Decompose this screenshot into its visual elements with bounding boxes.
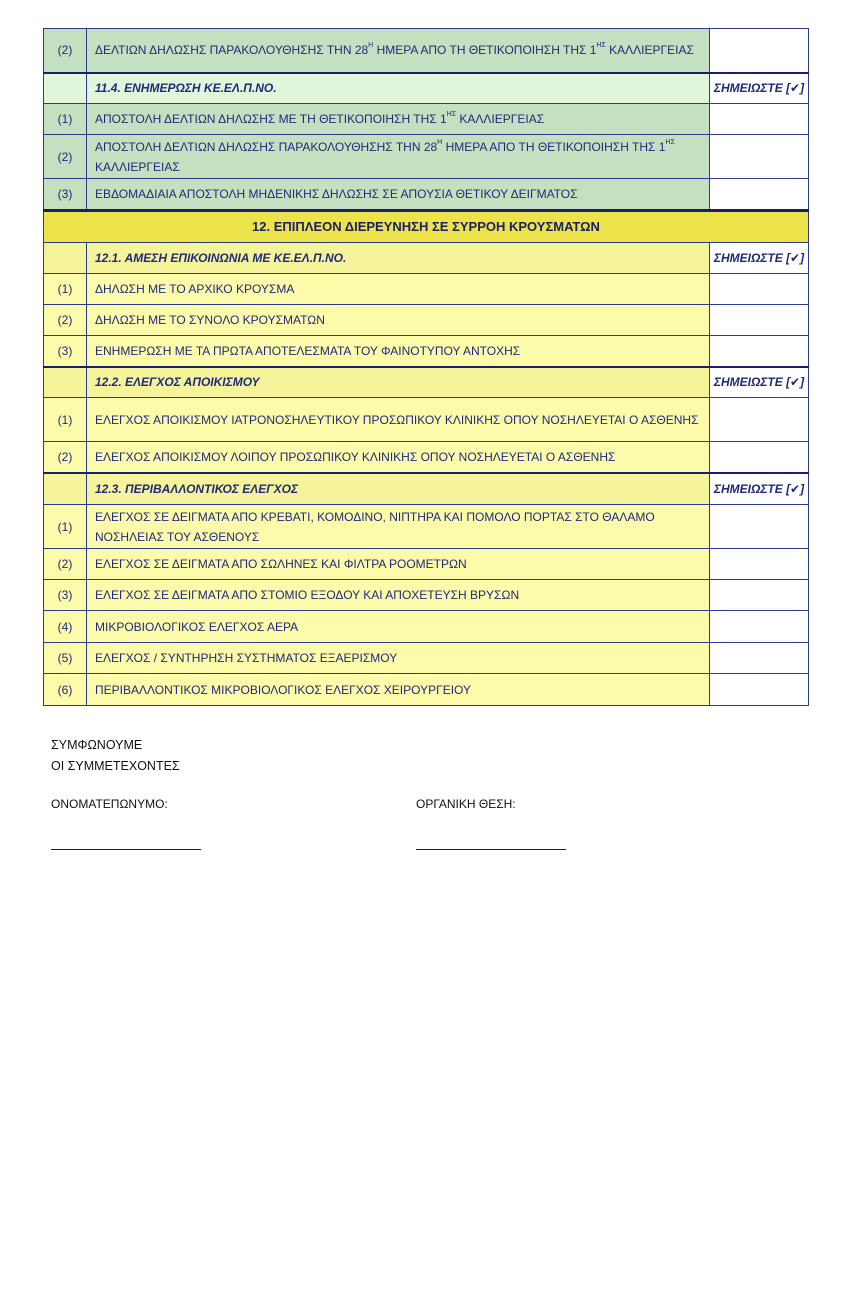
table-row (44, 398, 809, 442)
item-text: ΕΛΕΓΧΟΣ ΑΠΟΙΚΙΣΜΟΥ ΙΑΤΡΟΝΟΣΗΛΕΥΤΙΚΟΥ ΠΡΟΣΩΠΙΚΟΥ ΚΛΙΝΙΚΗΣ ΟΠΟΥ ΝΟΣΗΛΕΥΕΤΑΙ Ο ΑΣΘΕΝΗΣ (87, 398, 710, 442)
item-text: ΔΕΛΤΙΩΝ ΔΗΛΩΣΗΣ ΠΑΡΑΚΟΛΟΥΘΗΣΗΣ ΤΗΝ $28^H$ ΗΜΕΡΑ ΑΠΟ ΤΗ ΘΕΤΙΚΟΠΟΙΗΣΗ ΤΗΣ $1^{H\Sigma}$ ΚΑΛΛΙΕΡΓΕΙΑΣ (87, 29, 710, 73)
participants-heading: ΟΙ ΣΥΜΜΕΤΕΧΟΝΤΕΣ (51, 759, 180, 773)
checkbox-cell[interactable] (710, 305, 809, 336)
table-row (44, 549, 809, 580)
table-row (44, 305, 809, 336)
item-text: ΕΛΕΓΧΟΣ / ΣΥΝΤΗΡΗΣΗ ΣΥΣΤΗΜΑΤΟΣ ΕΞΑΕΡΙΣΜΟΥ (87, 643, 710, 674)
item-number: (2) (44, 135, 87, 179)
item-number: (2) (44, 29, 87, 73)
checkbox-cell[interactable] (710, 643, 809, 674)
item-text: ΕΛΕΓΧΟΣ ΣΕ ΔΕΙΓΜΑΤΑ ΑΠΟ ΚΡΕΒΑΤΙ, ΚΟΜΟΔΙΝΟ, ΝΙΠΤΗΡΑ ΚΑΙ ΠΟΜΟΛΟ ΠΟΡΤΑΣ ΣΤΟ ΘΑΛΑΜΟ ΝΟΣΗΛΕΙΑΣ ΤΟΥ ΑΣΘΕΝΟΥΣ (87, 505, 710, 549)
section-header (44, 211, 809, 243)
item-text: ΑΠΟΣΤΟΛΗ ΔΕΛΤΙΩΝ ΔΗΛΩΣΗΣ ΠΑΡΑΚΟΛΟΥΘΗΣΗΣ ΤΗΝ $28^H$ ΗΜΕΡΑ ΑΠΟ ΤΗ ΘΕΤΙΚΟΠΟΙΗΣΗ ΤΗΣ $1^{H\Sigma}$ ΚΑΛΛΙΕΡΓΕΙΑΣ (87, 135, 710, 179)
checkbox-cell[interactable] (710, 505, 809, 549)
subsection-header (44, 473, 809, 505)
checkbox-cell[interactable] (710, 336, 809, 367)
item-text: ΕΛΕΓΧΟΣ ΣΕ ΔΕΙΓΜΑΤΑ ΑΠΟ ΣΩΛΗΝΕΣ ΚΑΙ ΦΙΛΤΡΑ ΡΟΟΜΕΤΡΩΝ (87, 549, 710, 580)
table-row (44, 29, 809, 73)
mark-column-label: ΣΗΜΕΙΩΣΤΕ [✔] (710, 473, 809, 505)
item-text: ΕΒΔΟΜΑΔΙΑΙΑ ΑΠΟΣΤΟΛΗ ΜΗΔΕΝΙΚΗΣ ΔΗΛΩΣΗΣ ΣΕ ΑΠΟΥΣΙΑ ΘΕΤΙΚΟΥ ΔΕΙΓΜΑΤΟΣ (87, 179, 710, 211)
subsection-title: 11.4. ΕΝΗΜΕΡΩΣΗ ΚΕ.ΕΛ.Π.ΝΟ. (87, 73, 710, 104)
item-number: (3) (44, 336, 87, 367)
subsection-title: 12.1. ΑΜΕΣΗ ΕΠΙΚΟΙΝΩΝΙΑ ΜΕ ΚΕ.ΕΛ.Π.ΝΟ. (87, 243, 710, 274)
table-row (44, 104, 809, 135)
mark-column-label: ΣΗΜΕΙΩΣΤΕ [✔] (710, 243, 809, 274)
subsection-title: 12.3. ΠΕΡΙΒΑΛΛΟΝΤΙΚΟΣ ΕΛΕΓΧΟΣ (87, 473, 710, 505)
name-signature-line[interactable] (51, 849, 201, 850)
table-row (44, 336, 809, 367)
checkbox-cell[interactable] (710, 104, 809, 135)
table-row (44, 611, 809, 643)
subsection-header (44, 243, 809, 274)
checkbox-cell[interactable] (710, 29, 809, 73)
subsection-header (44, 73, 809, 104)
checklist-table (43, 28, 809, 706)
item-number: (6) (44, 674, 87, 706)
item-number: (2) (44, 305, 87, 336)
item-number: (1) (44, 104, 87, 135)
item-text: ΜΙΚΡΟΒΙΟΛΟΓΙΚΟΣ ΕΛΕΓΧΟΣ ΑΕΡΑ (87, 611, 710, 643)
position-signature-line[interactable] (416, 849, 566, 850)
item-text: ΑΠΟΣΤΟΛΗ ΔΕΛΤΙΩΝ ΔΗΛΩΣΗΣ ΜΕ ΤΗ ΘΕΤΙΚΟΠΟΙΗΣΗ ΤΗΣ $1^{H\Sigma}$ ΚΑΛΛΙΕΡΓΕΙΑΣ (87, 104, 710, 135)
item-text: ΔΗΛΩΣΗ ΜΕ ΤΟ ΑΡΧΙΚΟ ΚΡΟΥΣΜΑ (87, 274, 710, 305)
item-text: ΠΕΡΙΒΑΛΛΟΝΤΙΚΟΣ ΜΙΚΡΟΒΙΟΛΟΓΙΚΟΣ ΕΛΕΓΧΟΣ ΧΕΙΡΟΥΡΓΕΙΟΥ (87, 674, 710, 706)
checkbox-cell[interactable] (710, 179, 809, 211)
item-number: (3) (44, 179, 87, 211)
checkbox-cell[interactable] (710, 549, 809, 580)
item-number: (3) (44, 580, 87, 611)
checkbox-cell[interactable] (710, 442, 809, 473)
table-row (44, 580, 809, 611)
table-row (44, 179, 809, 211)
table-row (44, 505, 809, 549)
checkbox-cell[interactable] (710, 580, 809, 611)
name-label: ΟΝΟΜΑΤΕΠΩΝΥΜΟ: (51, 797, 168, 811)
position-label: ΟΡΓΑΝΙΚΗ ΘΕΣΗ: (416, 797, 516, 811)
checkbox-cell[interactable] (710, 611, 809, 643)
agreement-heading: ΣΥΜΦΩΝΟΥΜΕ (51, 738, 143, 752)
item-number: (2) (44, 549, 87, 580)
item-number: (5) (44, 643, 87, 674)
table-row (44, 442, 809, 473)
item-number: (4) (44, 611, 87, 643)
item-number: (2) (44, 442, 87, 473)
mark-column-label: ΣΗΜΕΙΩΣΤΕ [✔] (710, 367, 809, 398)
mark-column-label: ΣΗΜΕΙΩΣΤΕ [✔] (710, 73, 809, 104)
checkbox-cell[interactable] (710, 674, 809, 706)
table-row (44, 274, 809, 305)
section-title: 12. ΕΠΙΠΛΕΟΝ ΔΙΕΡΕΥΝΗΣΗ ΣΕ ΣΥΡΡΟΗ ΚΡΟΥΣΜΑΤΩΝ (44, 211, 809, 243)
subsection-header (44, 367, 809, 398)
item-number: (1) (44, 398, 87, 442)
subsection-title: 12.2. ΕΛΕΓΧΟΣ ΑΠΟΙΚΙΣΜΟΥ (87, 367, 710, 398)
item-text: ΕΛΕΓΧΟΣ ΣΕ ΔΕΙΓΜΑΤΑ ΑΠΟ ΣΤΟΜΙΟ ΕΞΟΔΟΥ ΚΑΙ ΑΠΟΧΕΤΕΥΣΗ ΒΡΥΣΩΝ (87, 580, 710, 611)
item-text: ΔΗΛΩΣΗ ΜΕ ΤΟ ΣΥΝΟΛΟ ΚΡΟΥΣΜΑΤΩΝ (87, 305, 710, 336)
item-text: ΕΛΕΓΧΟΣ ΑΠΟΙΚΙΣΜΟΥ ΛΟΙΠΟΥ ΠΡΟΣΩΠΙΚΟΥ ΚΛΙΝΙΚΗΣ ΟΠΟΥ ΝΟΣΗΛΕΥΕΤΑΙ Ο ΑΣΘΕΝΗΣ (87, 442, 710, 473)
table-row (44, 674, 809, 706)
item-text: ΕΝΗΜΕΡΩΣΗ ΜΕ ΤΑ ΠΡΩΤΑ ΑΠΟΤΕΛΕΣΜΑΤΑ ΤΟΥ ΦΑΙΝΟΤΥΠΟΥ ΑΝΤΟΧΗΣ (87, 336, 710, 367)
checkbox-cell[interactable] (710, 398, 809, 442)
item-number: (1) (44, 274, 87, 305)
table-row (44, 643, 809, 674)
item-number: (1) (44, 505, 87, 549)
table-row (44, 135, 809, 179)
checkbox-cell[interactable] (710, 274, 809, 305)
checkbox-cell[interactable] (710, 135, 809, 179)
